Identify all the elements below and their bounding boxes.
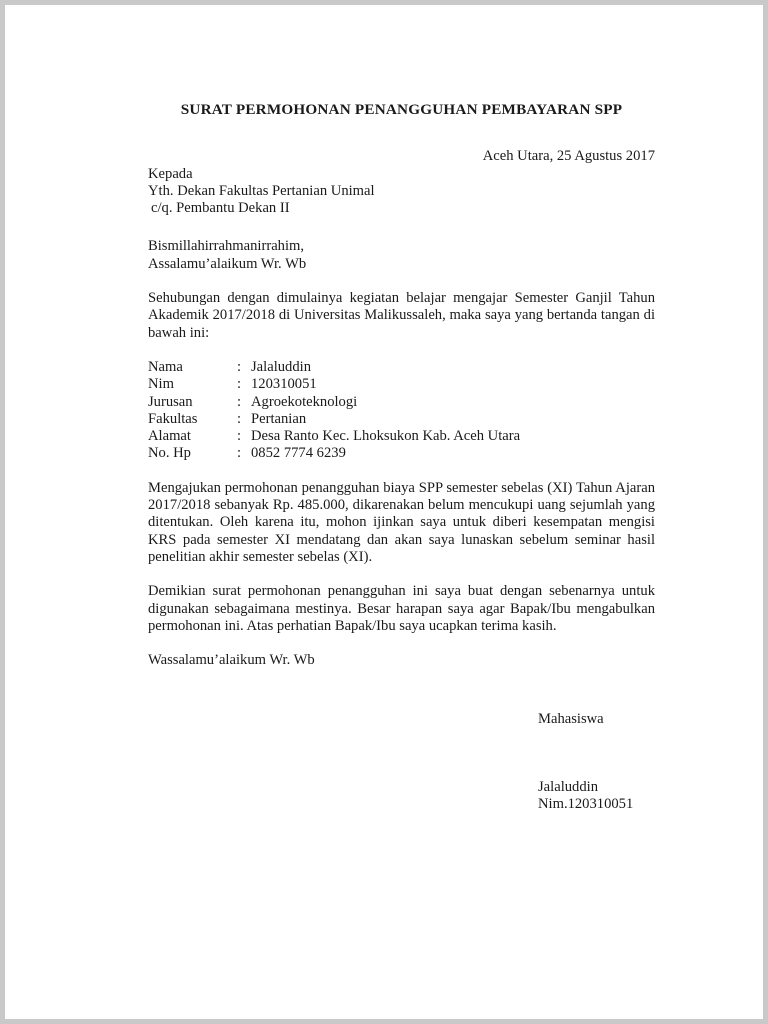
detail-row-nama [148,359,655,376]
detail-row-nim [148,376,655,393]
detail-label: Jurusan [148,393,193,410]
signature-nim: Nim.120310051 [538,796,634,813]
detail-row-fakultas [148,411,655,428]
detail-label: Alamat [148,428,191,445]
paragraph-closing-statement: Demikian surat permohonan penangguhan ini saya buat dengan sebenarnya untuk digunakan sebagaimana mestinya. Besar harapan saya agar Bapak/Ibu mengabulkan permohonan ini. Atas perhatian Bapak/Ibu saya ucapkan terima kasih. [148,583,655,634]
opening-block [148,238,655,273]
spacer [148,690,655,711]
detail-colon: : [237,376,242,393]
detail-value: Agroekoteknologi [251,393,358,410]
letter-title: SURAT PERMOHONAN PENANGGUHAN PEMBAYARAN SPP [180,101,623,118]
signature-block [538,711,655,813]
detail-label: Nama [148,358,183,375]
spacer [148,463,655,480]
detail-colon: : [237,358,242,375]
signature-role: Mahasiswa [538,711,604,728]
paragraph-introduction: Sehubungan dengan dimulainya kegiatan belajar mengajar Semester Ganjil Tahun Akademik 2017/2018 di Universitas Malikussaleh, maka saya yang bertanda tangan di bawah ini: [148,290,655,341]
closing-salutation: Wassalamu’alaikum Wr. Wb [148,652,315,669]
signature-space [538,729,655,779]
spacer [148,217,655,238]
student-details-list [148,359,655,463]
spacer [148,635,655,652]
spacer [148,273,655,290]
detail-row-jurusan [148,394,655,411]
recipient-block [148,166,655,218]
detail-label: Nim [148,376,174,393]
opening-assalamualaikum: Assalamu’alaikum Wr. Wb [148,255,307,272]
detail-label: No. Hp [148,445,191,462]
signature-name: Jalaluddin [538,778,598,795]
detail-row-nohp [148,445,655,462]
detail-value: 120310051 [251,376,317,393]
recipient-dekan: Yth. Dekan Fakultas Pertanian Unimal [148,182,375,199]
detail-row-alamat [148,428,655,445]
opening-bismillah: Bismillahirrahmanirrahim, [148,238,305,255]
detail-colon: : [237,445,242,462]
detail-value: 0852 7774 6239 [251,445,346,462]
spacer [148,342,655,359]
detail-colon: : [237,393,242,410]
paragraph-request: Mengajukan permohonan penangguhan biaya SPP semester sebelas (XI) Tahun Ajaran 2017/2018 sebanyak Rp. 485.000, dikarenakan belum mencukupi uang sejumlah yang ditentukan. Oleh karena itu, mohon ijinkan saya untuk diberi kesempatan mengisi KRS pada semester XI mendatang dan akan saya lunaskan sebelum seminar hasil penelitian akhir semester sebelas (XI). [148,479,655,565]
detail-colon: : [237,410,242,427]
detail-value: Desa Ranto Kec. Lhoksukon Kab. Aceh Utara [251,428,521,445]
detail-colon: : [237,428,242,445]
date-line: Aceh Utara, 25 Agustus 2017 [482,148,655,165]
detail-value: Jalaluddin [251,358,311,375]
spacer [148,566,655,583]
recipient-kepada: Kepada [148,165,193,182]
detail-label: Fakultas [148,410,198,427]
recipient-cq: c/q. Pembantu Dekan II [151,200,290,217]
spacer [148,669,655,690]
detail-value: Pertanian [251,410,307,427]
letter-page [5,5,763,1019]
